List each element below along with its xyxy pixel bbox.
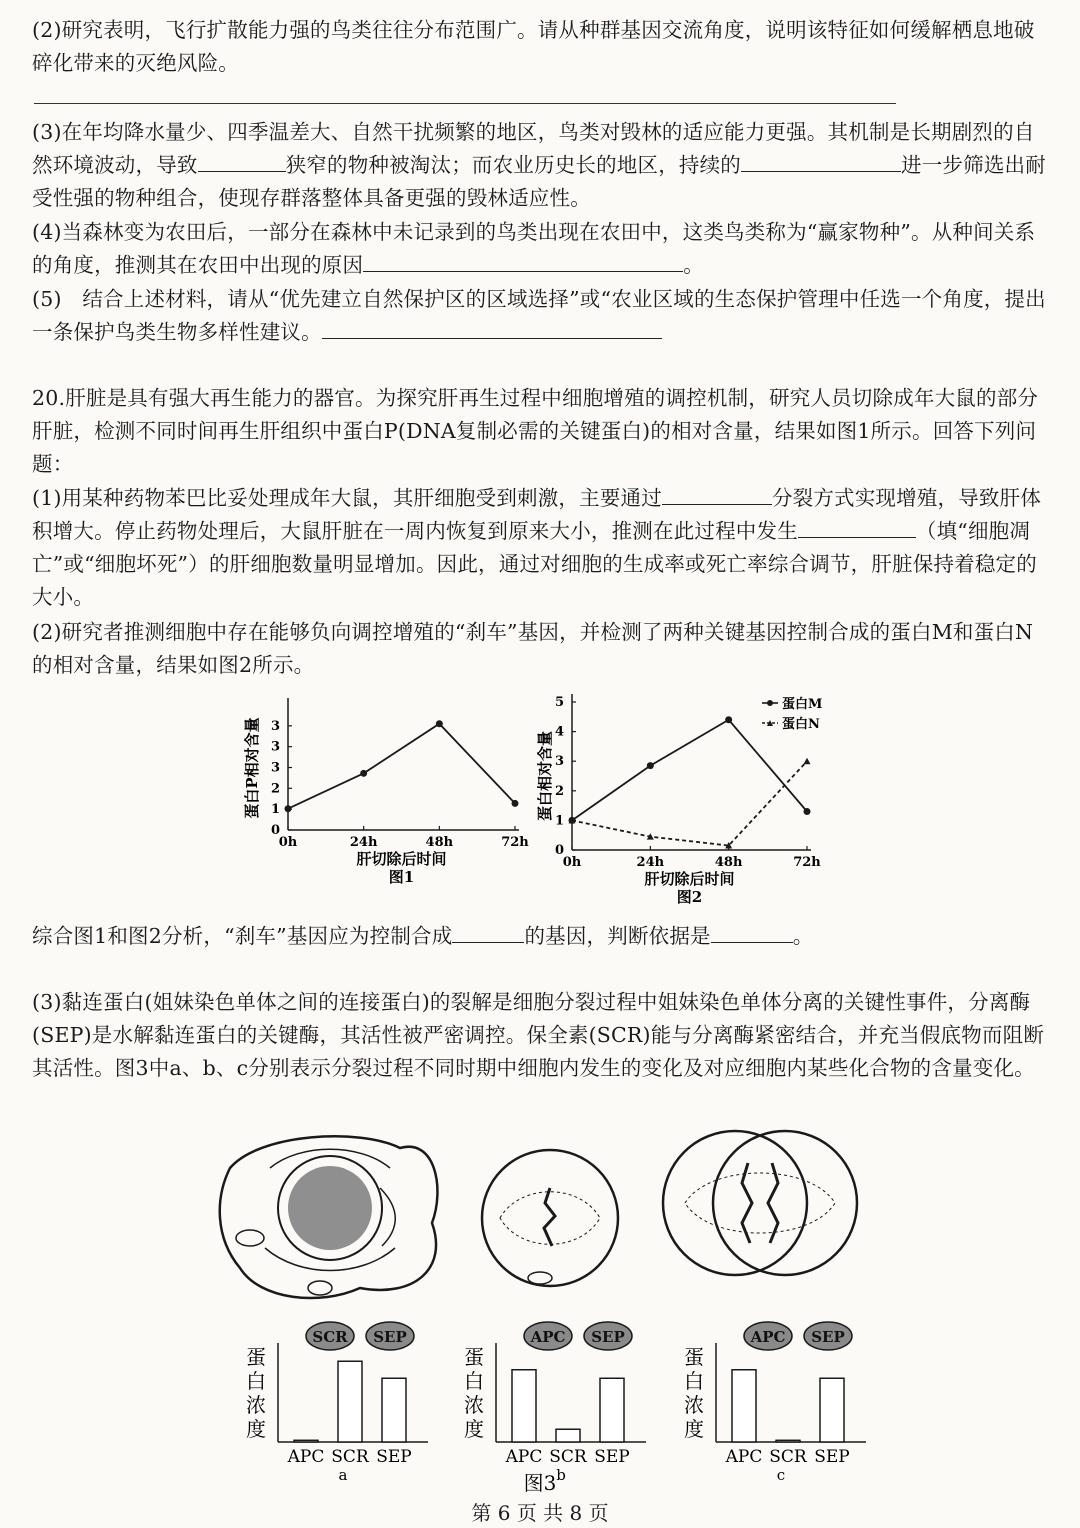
q20-part2-question-end: 。 — [792, 924, 814, 948]
q19-part4-text: (4)当森林变为农田后，一部分在森林中未记录到的鸟类出现在农田中，这类鸟类称为“赢家物种”。从种间关系的角度，推测其在农田中出现的原因 — [32, 220, 1036, 277]
y-axis-label-char: 白 — [246, 1369, 266, 1393]
series-line — [288, 724, 515, 809]
data-point — [360, 770, 367, 777]
q20-part2-question-b: 的基因，判断依据是 — [524, 924, 711, 948]
x-tick-label: 0h — [562, 855, 582, 870]
y-tick-label: 5 — [554, 695, 564, 710]
panel-label: b — [556, 1466, 566, 1484]
y-tick-label: 3 — [270, 760, 280, 776]
page-footer: 第 6 页 共 8 页 — [471, 1501, 609, 1525]
panel-label: c — [776, 1466, 786, 1484]
bar — [820, 1378, 844, 1442]
q20-part1 — [32, 482, 1048, 614]
y-tick-label: 2 — [270, 781, 280, 797]
y-axis-label-char: 度 — [684, 1417, 704, 1441]
q20-part2-text: (2)研究者推测细胞中存在能够负向调控增殖的“刹车”基因，并检测了两种关键基因控制合成的蛋白M和蛋白N的相对含量，结果如图2所示。 — [32, 620, 1034, 677]
q20-part3 — [32, 986, 1048, 1085]
bar-panel-c — [684, 1322, 866, 1484]
data-point — [804, 808, 811, 815]
q20-part2 — [32, 616, 1048, 682]
series-line — [572, 761, 807, 845]
x-tick-label: 24h — [636, 855, 665, 870]
x-tick-label: APC — [505, 1447, 543, 1467]
q20-part3-text: (3)黏连蛋白(姐妹染色单体之间的连接蛋白)的裂解是细胞分裂过程中姐妹染色单体分离的关键性事件，分离酶(SEP)是水解黏连蛋白的关键酶，其活性被严密调控。保全素(SCR)能与分离酶紧密结合，并充当假底物而阻断其活性。图3中a、b、c分别表示分裂过程不同时期中细胞内发生的变化及对应细胞内某些化合物的含量变化。 — [32, 990, 1045, 1080]
x-axis-label: 肝切除后时间 — [356, 850, 447, 868]
q20-intro-text: 20.肝脏是具有强大再生能力的器官。为探究肝再生过程中细胞增殖的调控机制，研究人员切除成年大鼠的部分肝脏，检测不同时间再生肝组织中蛋白P(DNA复制必需的关键蛋白)的相对含量，结果如图1所示。回答下列问题： — [32, 386, 1039, 476]
metaphase-chromosomes — [544, 1188, 555, 1246]
data-point — [804, 758, 811, 765]
blank-field[interactable] — [711, 920, 793, 943]
q19-part4-end: 。 — [683, 253, 704, 277]
figure-1-chart — [235, 690, 535, 910]
y-axis-label-char: 浓 — [246, 1393, 266, 1417]
blank-field[interactable] — [741, 149, 901, 172]
y-axis-label-char: 度 — [246, 1417, 266, 1441]
blank-field[interactable] — [798, 515, 916, 538]
q19-part5 — [32, 283, 1048, 349]
q20-part2-question — [32, 920, 1048, 953]
q20-part1-text-a: (1)用某种药物苯巴比妥处理成年大鼠，其肝细胞受到刺激，主要通过 — [32, 486, 662, 510]
y-axis-label-char: 白 — [464, 1369, 484, 1393]
bar — [294, 1440, 318, 1442]
y-tick-label: 3 — [270, 718, 280, 734]
x-tick-label: APC — [725, 1447, 763, 1467]
panel-label: a — [338, 1466, 348, 1484]
blank-field[interactable] — [452, 920, 524, 943]
y-tick-label: 3 — [554, 754, 564, 770]
y-axis-label-char: 度 — [464, 1417, 484, 1441]
spindle — [685, 1173, 835, 1233]
protein-blob-label: SEP — [591, 1328, 625, 1346]
x-tick-label: 24h — [349, 835, 378, 850]
spindle — [500, 1192, 600, 1245]
y-axis-label: 蛋白相对含量 — [536, 730, 554, 822]
y-axis-label-char: 蛋 — [464, 1345, 484, 1369]
q20-part1-text-b: 分裂方式实现增殖，导致肝体积增大。停止药物处理后，大鼠肝脏在一周内恢复到原来大小，推测在此过程中发生 — [32, 486, 1042, 543]
x-tick-label: SEP — [814, 1447, 850, 1467]
x-tick-label: SCR — [331, 1447, 369, 1467]
bar — [600, 1378, 624, 1442]
q19-part4 — [32, 216, 1048, 282]
figure-caption: 图1 — [388, 868, 415, 886]
data-point — [725, 716, 732, 723]
x-tick-label: 72h — [501, 835, 529, 850]
q19-part5-text: (5) 结合上述材料，请从“优先建立自然保护区的区域选择”或“农业区域的生态保护管理中任选一个角度，提出一条保护鸟类生物多样性建议。 — [32, 287, 1046, 344]
q20-part2-question-a: 综合图1和图2分析，“刹车”基因应为控制合成 — [32, 924, 453, 948]
figure-caption: 图3 — [523, 1471, 557, 1495]
answer-line[interactable] — [34, 103, 896, 104]
q19-part2-text: (2)研究表明，飞行扩散能力强的鸟类往往分布范围广。请从种群基因交流角度，说明该特征如何缓解栖息地破碎化带来的灭绝风险。 — [32, 18, 1035, 75]
legend-label: 蛋白N — [782, 717, 820, 732]
y-tick-label: 0 — [554, 843, 564, 858]
mitochondrion — [528, 1272, 552, 1284]
q19-part3 — [32, 116, 1048, 215]
data-point — [436, 720, 443, 727]
protein-blob-label: SEP — [373, 1328, 407, 1346]
figure-2-chart — [530, 688, 840, 910]
bar-panel-a — [246, 1322, 428, 1484]
q20-part1-text-c: （填“细胞凋亡”或“细胞坏死”）的肝细胞数量明显增加。因此，通过对细胞的生成率或死亡率综合调节，肝脏保持着稳定的大小。 — [32, 519, 1037, 609]
bar-panel-b — [464, 1322, 646, 1484]
x-tick-label: 0h — [278, 835, 298, 850]
protein-blob-label: SCR — [312, 1328, 348, 1346]
protein-blob-label: APC — [750, 1328, 786, 1346]
anaphase-chromosomes — [742, 1163, 778, 1243]
figure-caption: 图2 — [676, 888, 703, 906]
mitochondrion — [308, 1281, 332, 1295]
series-line — [572, 720, 807, 821]
y-tick-label: 2 — [554, 783, 564, 799]
bar — [382, 1378, 406, 1442]
data-point — [285, 805, 292, 812]
protein-blob-label: SEP — [811, 1328, 845, 1346]
mitochondrion — [236, 1230, 264, 1246]
data-point — [512, 800, 519, 807]
q19-part3-text-a: (3)在年均降水量少、四季温差大、自然干扰频繁的地区，鸟类对毁林的适应能力更强。其机制是长期剧烈的自然环境波动，导致 — [32, 120, 1035, 177]
legend-marker — [767, 700, 773, 706]
y-axis-label: 蛋白P相对含量 — [243, 717, 261, 819]
x-tick-label: SCR — [549, 1447, 587, 1467]
y-tick-label: 4 — [554, 724, 564, 740]
bar — [556, 1429, 580, 1442]
nucleus — [288, 1166, 372, 1250]
y-tick-label: 0 — [270, 823, 280, 838]
y-axis-label-char: 浓 — [464, 1393, 484, 1417]
y-tick-label: 1 — [554, 813, 564, 829]
q19-part3-text-b: 狭窄的物种被淘汰；而农业历史长的地区，持续的 — [285, 153, 742, 177]
x-tick-label: APC — [287, 1447, 325, 1467]
x-axis-label: 肝切除后时间 — [644, 870, 735, 888]
y-tick-label: 3 — [270, 739, 280, 755]
blank-field[interactable] — [662, 482, 772, 505]
data-point — [647, 762, 654, 769]
q20-intro — [32, 382, 1048, 481]
blank-field[interactable] — [322, 316, 662, 339]
x-tick-label: SEP — [594, 1447, 630, 1467]
bar — [732, 1370, 756, 1442]
figure-3-diagram — [210, 1128, 870, 1496]
bar — [776, 1440, 800, 1442]
bar — [512, 1370, 536, 1442]
y-axis-label-char: 白 — [684, 1369, 704, 1393]
x-tick-label: 48h — [425, 835, 454, 850]
blank-field[interactable] — [363, 249, 683, 272]
x-tick-label: SCR — [769, 1447, 807, 1467]
y-axis-label-char: 浓 — [684, 1393, 704, 1417]
bar — [338, 1361, 362, 1442]
cell-illustrations — [220, 1131, 857, 1298]
metaphase-cell-membrane — [482, 1150, 618, 1286]
x-tick-label: 72h — [793, 855, 821, 870]
y-axis-label-char: 蛋 — [684, 1345, 704, 1369]
legend-label: 蛋白M — [782, 697, 823, 712]
x-tick-label: SEP — [376, 1447, 412, 1467]
q19-part2 — [32, 14, 1048, 80]
blank-field[interactable] — [198, 149, 286, 172]
y-tick-label: 1 — [270, 802, 280, 818]
q19-part3-text-c: 进一步筛选出耐受性强的物种组合，使现存群落整体具备更强的毁林适应性。 — [32, 153, 1046, 210]
protein-blob-label: APC — [530, 1328, 566, 1346]
x-tick-label: 48h — [714, 855, 743, 870]
y-axis-label-char: 蛋 — [246, 1345, 266, 1369]
